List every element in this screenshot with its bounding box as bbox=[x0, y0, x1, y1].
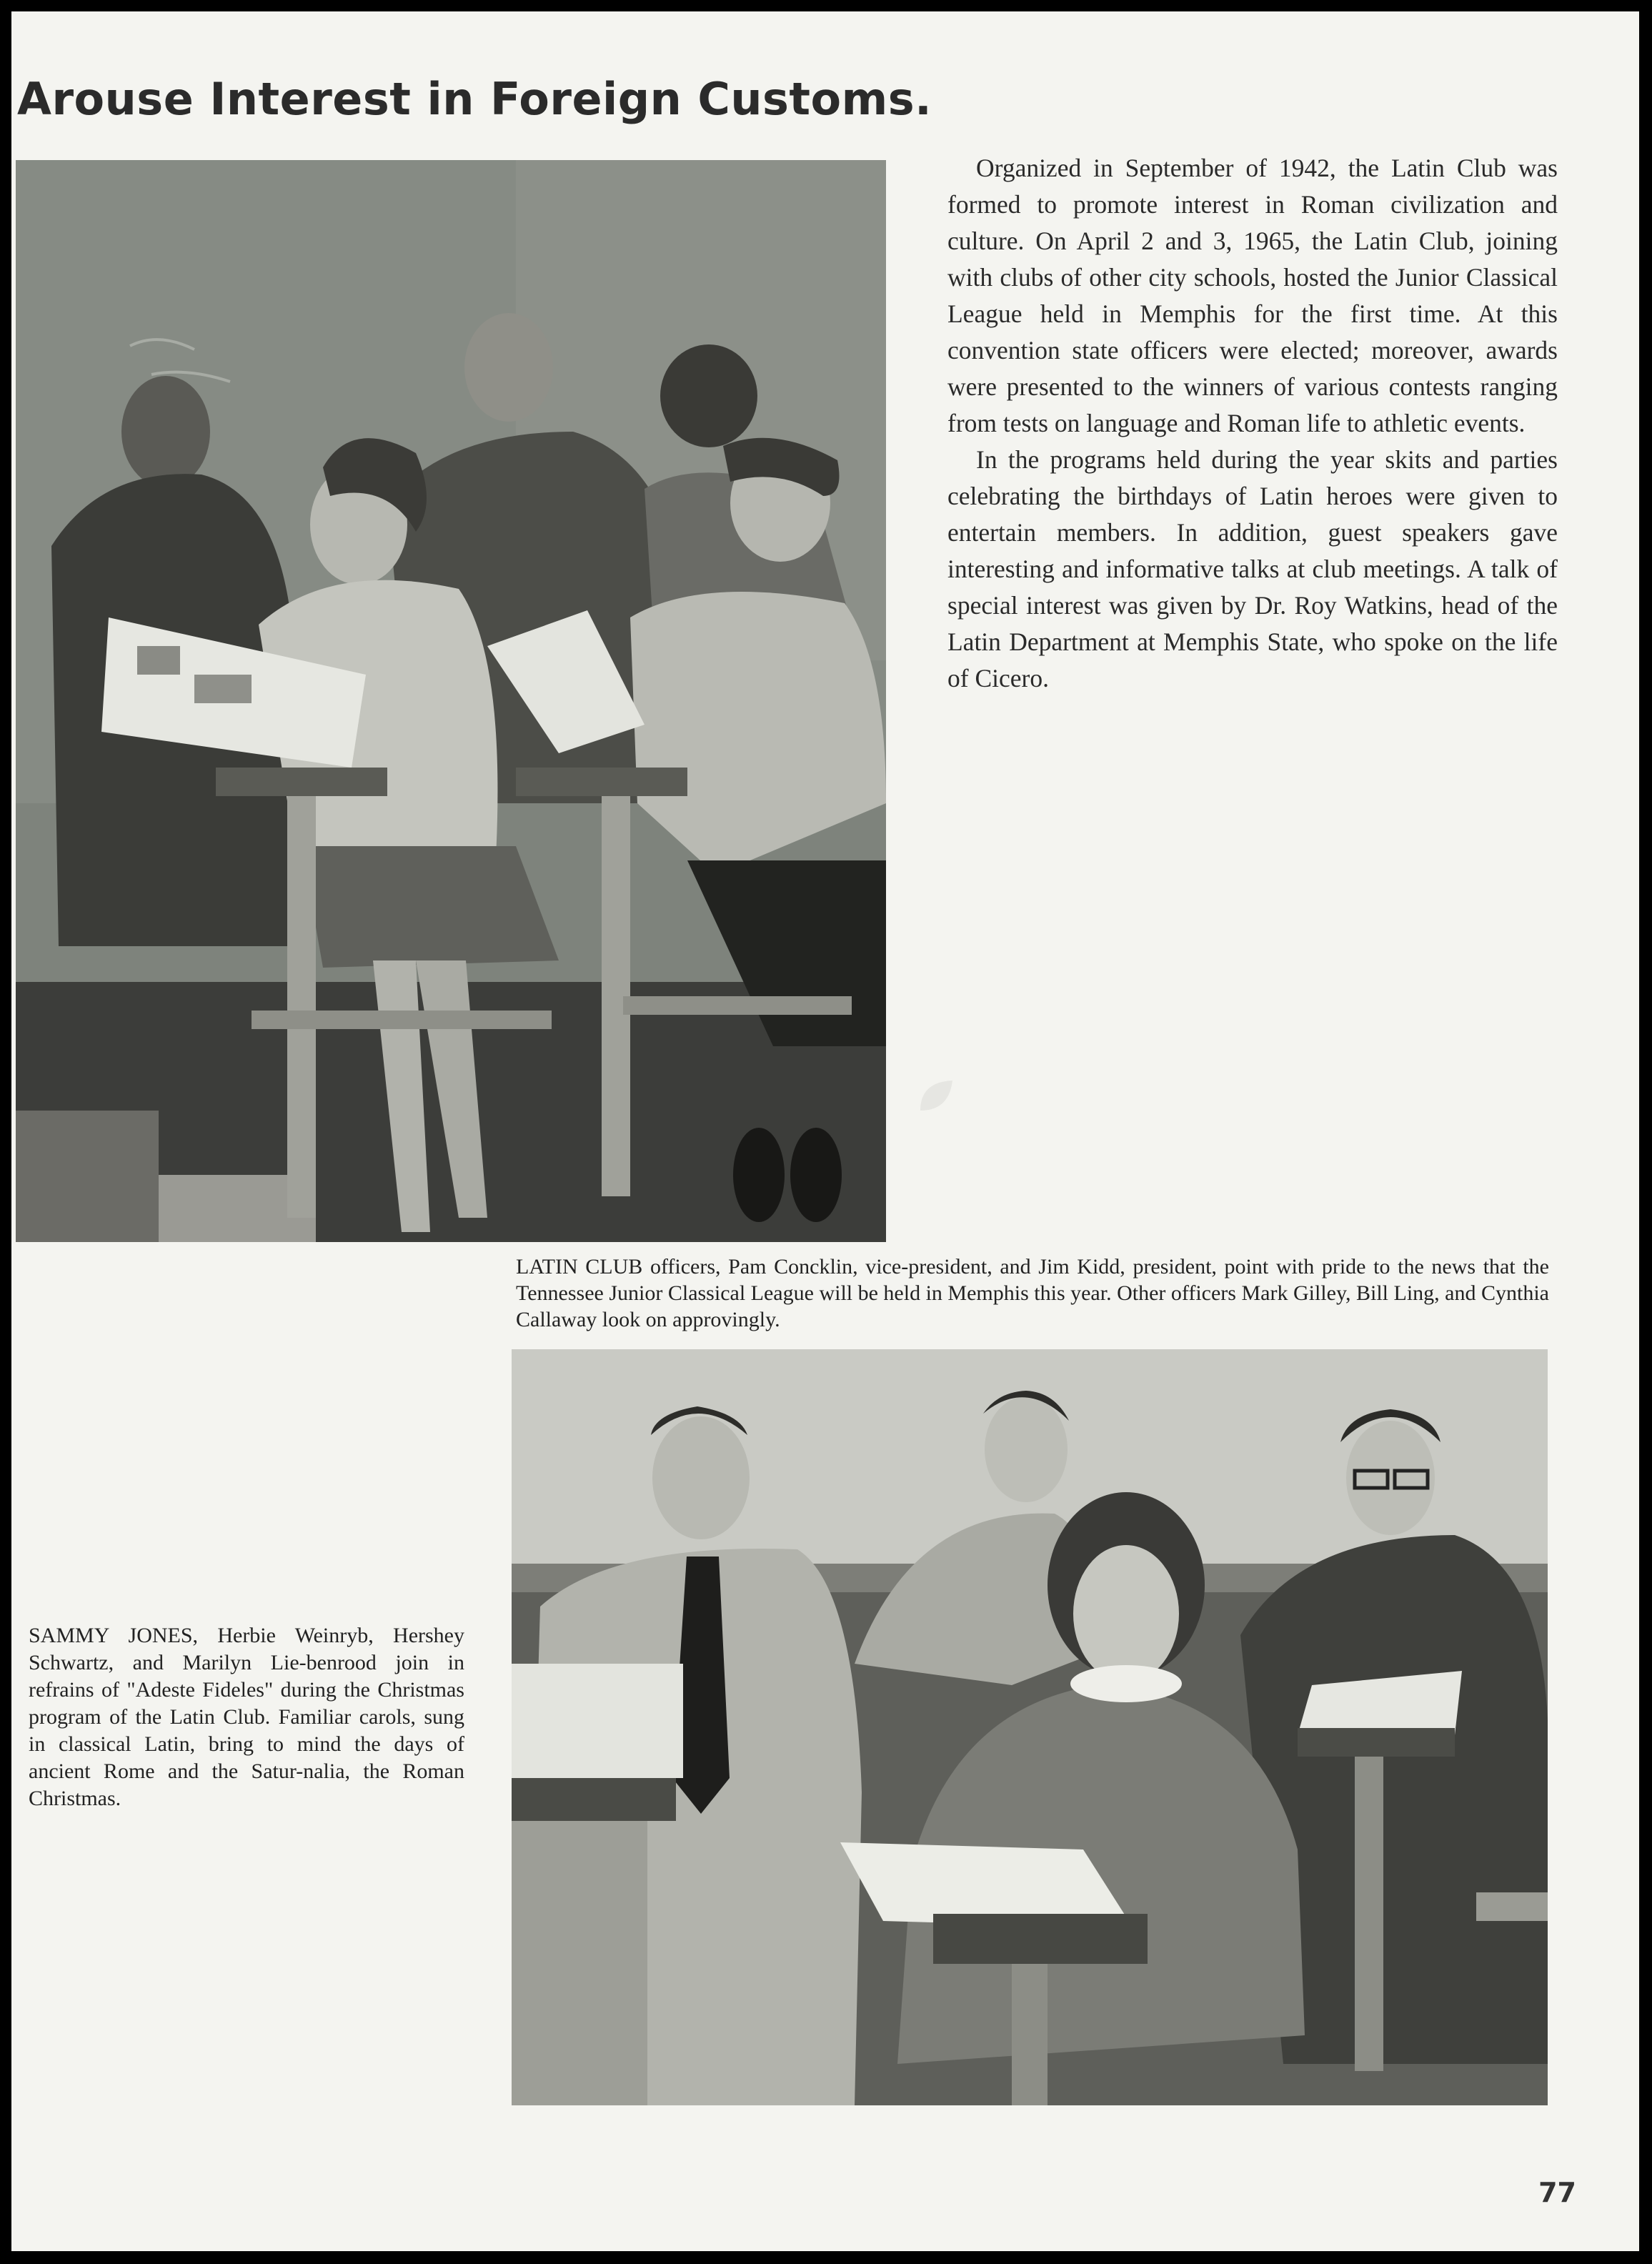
article-body bbox=[947, 150, 1558, 697]
christmas-program-caption: SAMMY JONES, Herbie Weinryb, Hershey Schwartz, and Marilyn Lie-benrood join in refrains of "Adeste Fideles" during the Christmas program of the Latin Club. Familiar carols, sung in classical Latin, bring to mind the days of ancient Rome and the Satur-nalia, the Roman Christmas. bbox=[29, 1624, 464, 1810]
leaf-watermark-icon bbox=[913, 1075, 956, 1118]
officers-photo-caption: LATIN CLUB officers, Pam Concklin, vice-president, and Jim Kidd, president, point with pride to the news that the Tennessee Junior Classical League will be held in Memphis this year. Other officers Mark Gilley, Bill Ling, and Cynthia Callaway look on approvingly. bbox=[516, 1255, 1549, 1331]
christmas-program-photo-image bbox=[512, 1349, 1548, 2105]
page-number: 77 bbox=[1538, 2177, 1576, 2208]
latin-club-officers-photo bbox=[16, 160, 886, 1242]
article-paragraph: In the programs held during the year skits and parties celebrating the birthdays of Latin heroes were given to entertain members. In addition, guest speakers gave interesting and informative talks at club meetings. A talk of special interest was given by Dr. Roy Watkins, head of the Latin Department at Memphis State, who spoke on the life of Cicero. bbox=[947, 445, 1558, 692]
article-paragraph: Organized in September of 1942, the Latin Club was formed to promote interest in Roman civilization and culture. On April 2 and 3, 1965, the Latin Club, joining with clubs of other city schools, hosted the Junior Classical League held in Memphis for the first time. At this convention state officers were elected; moreover, awards were presented to the winners of various contests ranging from tests on language and Roman life to athletic events. bbox=[947, 154, 1558, 437]
latin-club-officers-photo-image bbox=[16, 160, 886, 1242]
yearbook-page bbox=[11, 11, 1639, 2251]
christmas-program-photo bbox=[512, 1349, 1548, 2105]
page-headline: Arouse Interest in Foreign Customs. bbox=[17, 73, 932, 125]
